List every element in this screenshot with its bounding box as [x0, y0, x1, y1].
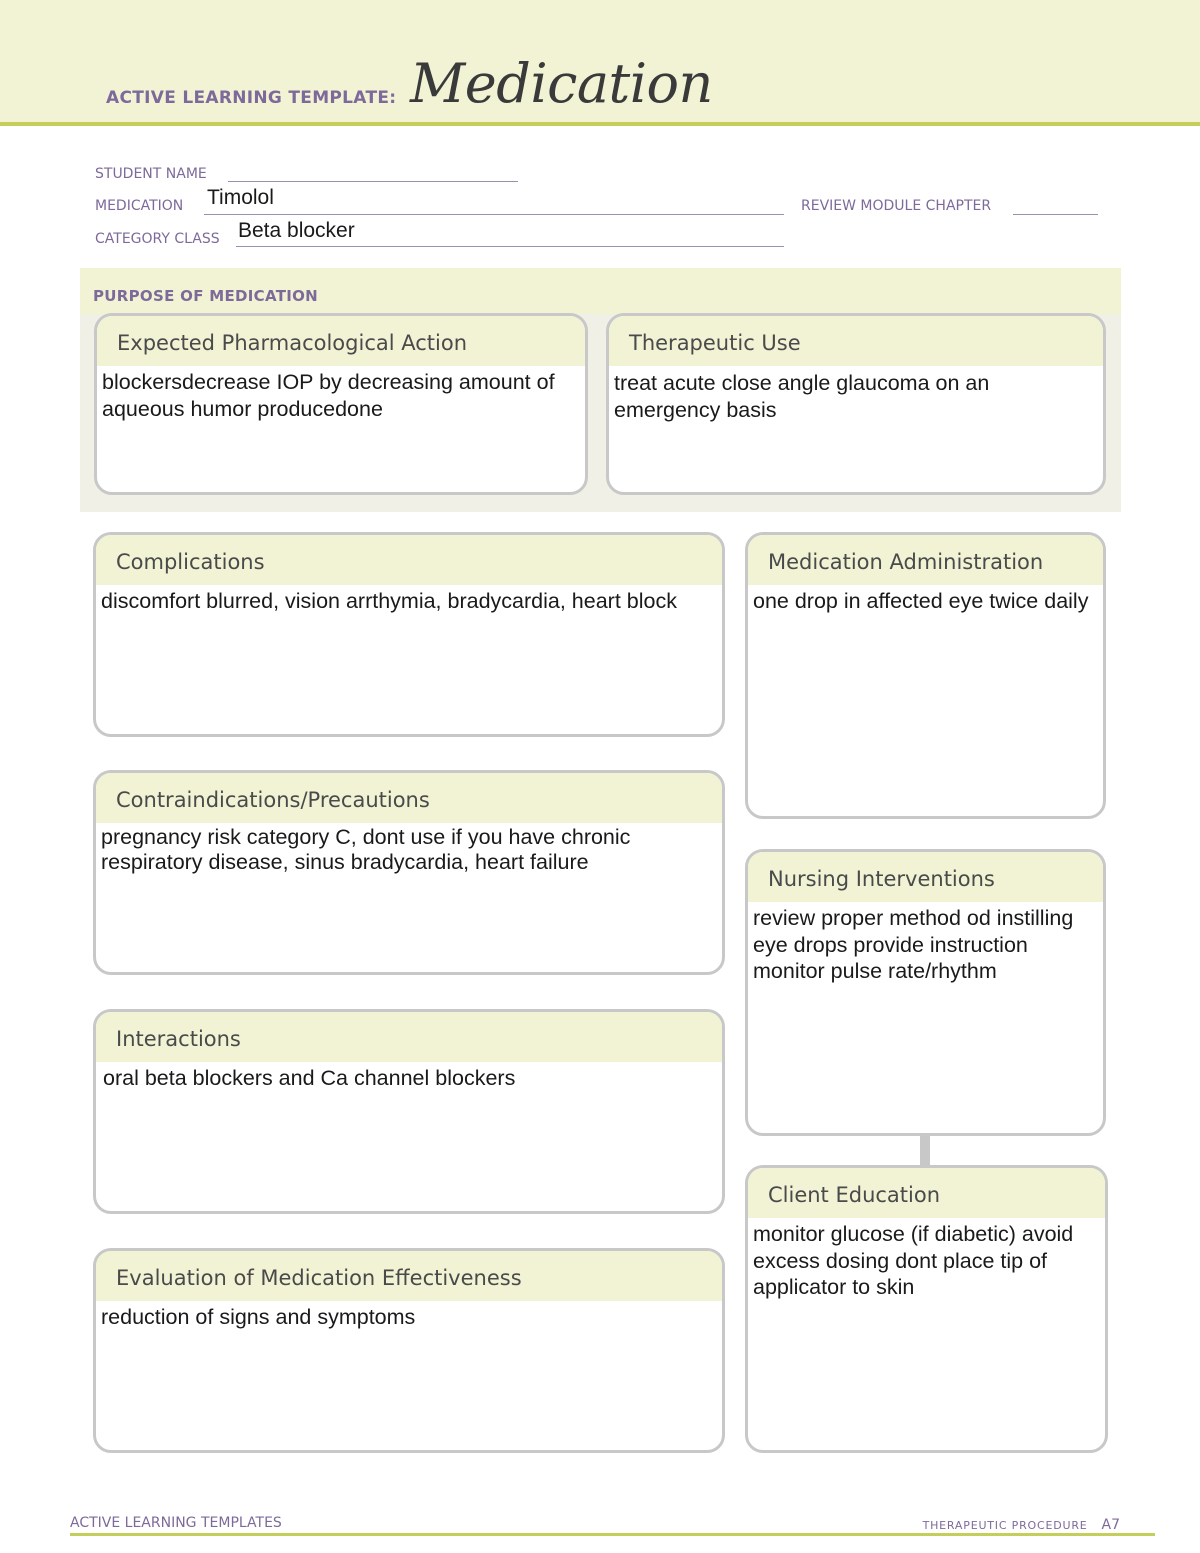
student-name-line[interactable] — [228, 180, 518, 182]
client-education-text[interactable]: monitor glucose (if diabetic) avoid excess dosing dont place tip of applicator to skin — [753, 1222, 1074, 1299]
client-education-box — [745, 1165, 1108, 1453]
evaluation-box — [93, 1248, 725, 1453]
footer-section-label: THERAPEUTIC PROCEDURE — [922, 1519, 1088, 1532]
therapeutic-use-box — [606, 313, 1106, 495]
category-class-value[interactable]: Beta blocker — [238, 219, 355, 242]
template-label: ACTIVE LEARNING TEMPLATE: — [106, 88, 397, 108]
medication-value[interactable]: Timolol — [207, 186, 274, 209]
medication-line[interactable] — [204, 213, 784, 215]
complications-text[interactable]: discomfort blurred, vision arrthymia, bradycardia, heart block — [101, 589, 677, 613]
evaluation-text[interactable]: reduction of signs and symptoms — [101, 1305, 416, 1329]
nursing-interventions-text[interactable]: review proper method od instilling eye drops provide instruction monitor pulse rate/rhythm — [753, 906, 1074, 983]
medication-label: MEDICATION — [95, 198, 184, 214]
student-name-label: STUDENT NAME — [95, 166, 207, 182]
nursing-interventions-box — [745, 849, 1106, 1136]
medication-administration-text[interactable]: one drop in affected eye twice daily — [753, 589, 1089, 613]
nursing-interventions-title: Nursing Interventions — [748, 852, 1103, 902]
footer-left-label: ACTIVE LEARNING TEMPLATES — [70, 1515, 282, 1531]
header-rule — [0, 122, 1200, 126]
medication-administration-title: Medication Administration — [748, 535, 1103, 585]
therapeutic-use-title: Therapeutic Use — [609, 316, 1103, 366]
footer-page-number: A7 — [1101, 1517, 1120, 1533]
contraindications-title: Contraindications/Precautions — [96, 773, 722, 823]
expected-action-title: Expected Pharmacological Action — [97, 316, 585, 366]
footer-rule — [70, 1533, 1155, 1536]
contraindications-text[interactable]: pregnancy risk category C, dont use if you have chronic respiratory disease, sinus bradycardia, heart failure — [101, 825, 631, 874]
interactions-text[interactable]: oral beta blockers and Ca channel blockers — [103, 1066, 516, 1090]
complications-box — [93, 532, 725, 737]
contraindications-box — [93, 770, 725, 975]
therapeutic-use-text[interactable]: treat acute close angle glaucoma on an emergency basis — [614, 371, 990, 422]
purpose-label: PURPOSE OF MEDICATION — [93, 287, 319, 305]
footer-right — [923, 1517, 1120, 1533]
expected-action-box — [94, 313, 588, 495]
category-class-line[interactable] — [236, 245, 784, 247]
review-module-label: REVIEW MODULE CHAPTER — [801, 198, 992, 214]
evaluation-title: Evaluation of Medication Effectiveness — [96, 1251, 722, 1301]
review-module-line[interactable] — [1013, 213, 1098, 215]
expected-action-text[interactable]: blockersdecrease IOP by decreasing amount of aqueous humor producedone — [102, 370, 555, 421]
box-connector — [920, 1135, 930, 1166]
client-education-title: Client Education — [748, 1168, 1105, 1218]
category-class-label: CATEGORY CLASS — [95, 231, 220, 247]
page-title: Medication — [410, 52, 713, 115]
interactions-box — [93, 1009, 725, 1214]
medication-administration-box — [745, 532, 1106, 819]
complications-title: Complications — [96, 535, 722, 585]
interactions-title: Interactions — [96, 1012, 722, 1062]
